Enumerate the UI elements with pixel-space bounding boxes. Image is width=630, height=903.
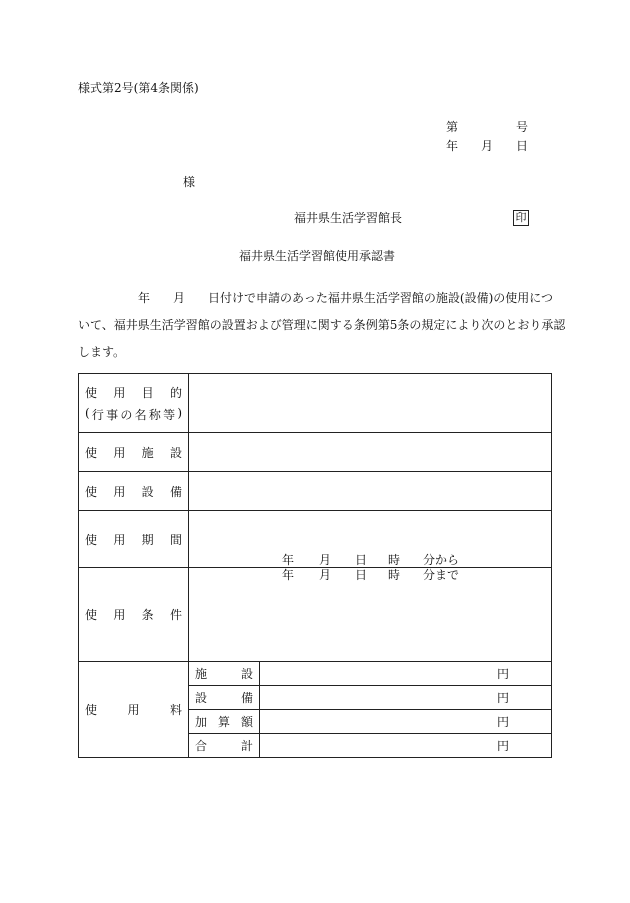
approval-table	[78, 373, 552, 758]
body-line3: します。	[78, 345, 126, 359]
period-from: 年 月 日 時 分から	[282, 553, 460, 567]
purpose-value[interactable]	[189, 374, 552, 433]
row-fee-facility	[79, 662, 552, 686]
body-line2: いて、福井県生活学習館の設置および管理に関する条例第5条の規定により次のとおり承認	[78, 318, 566, 332]
equipment-label: 使 用 設 備	[79, 472, 189, 511]
facility-label: 使 用 施 設	[79, 433, 189, 472]
number-suffix: 号	[516, 120, 529, 134]
equipment-value[interactable]	[189, 472, 552, 511]
row-conditions	[79, 568, 552, 662]
number-prefix: 第	[446, 120, 459, 134]
date-year: 年	[446, 139, 459, 153]
row-equipment	[79, 472, 552, 511]
conditions-label: 使 用 条 件	[79, 568, 189, 662]
facility-value[interactable]	[189, 433, 552, 472]
seal-stamp: 印	[513, 210, 529, 226]
fee-label: 使 用 料	[79, 662, 189, 758]
document-title: 福井県生活学習館使用承認書	[239, 249, 396, 263]
row-purpose	[79, 374, 552, 433]
purpose-label	[79, 374, 189, 433]
fee-sub-label-total: 合 計	[189, 734, 260, 758]
fee-sub-label-facility: 施 設	[189, 662, 260, 686]
fee-sub-label-equipment: 設 備	[189, 686, 260, 710]
date-day: 日	[516, 139, 529, 153]
period-label: 使 用 期 間	[79, 511, 189, 568]
period-value[interactable]	[189, 511, 552, 582]
fee-value-total[interactable]: 円	[260, 734, 552, 758]
body-month: 月	[173, 291, 186, 305]
form-id: 様式第2号(第4条関係)	[78, 81, 199, 95]
body-line1: 日付けで申請のあった福井県生活学習館の施設(設備)の使用につ	[208, 291, 554, 305]
addressee-suffix: 様	[183, 175, 196, 189]
body-year: 年	[138, 291, 151, 305]
row-facility	[79, 433, 552, 472]
fee-value-surcharge[interactable]: 円	[260, 710, 552, 734]
fee-value-equipment[interactable]: 円	[260, 686, 552, 710]
purpose-label-line1: 使 用 目 的	[85, 385, 182, 400]
row-period	[79, 511, 552, 568]
fee-sub-label-surcharge: 加 算 額	[189, 710, 260, 734]
issuer-name: 福井県生活学習館長	[294, 211, 403, 225]
date-month: 月	[481, 139, 494, 153]
conditions-value[interactable]	[189, 568, 552, 662]
period-to: 年 月 日 時 分まで	[282, 568, 460, 582]
purpose-label-line2: ( 行 事 の 名 称 等 )	[85, 405, 182, 422]
body-paragraph	[78, 291, 566, 362]
fee-value-facility[interactable]: 円	[260, 662, 552, 686]
